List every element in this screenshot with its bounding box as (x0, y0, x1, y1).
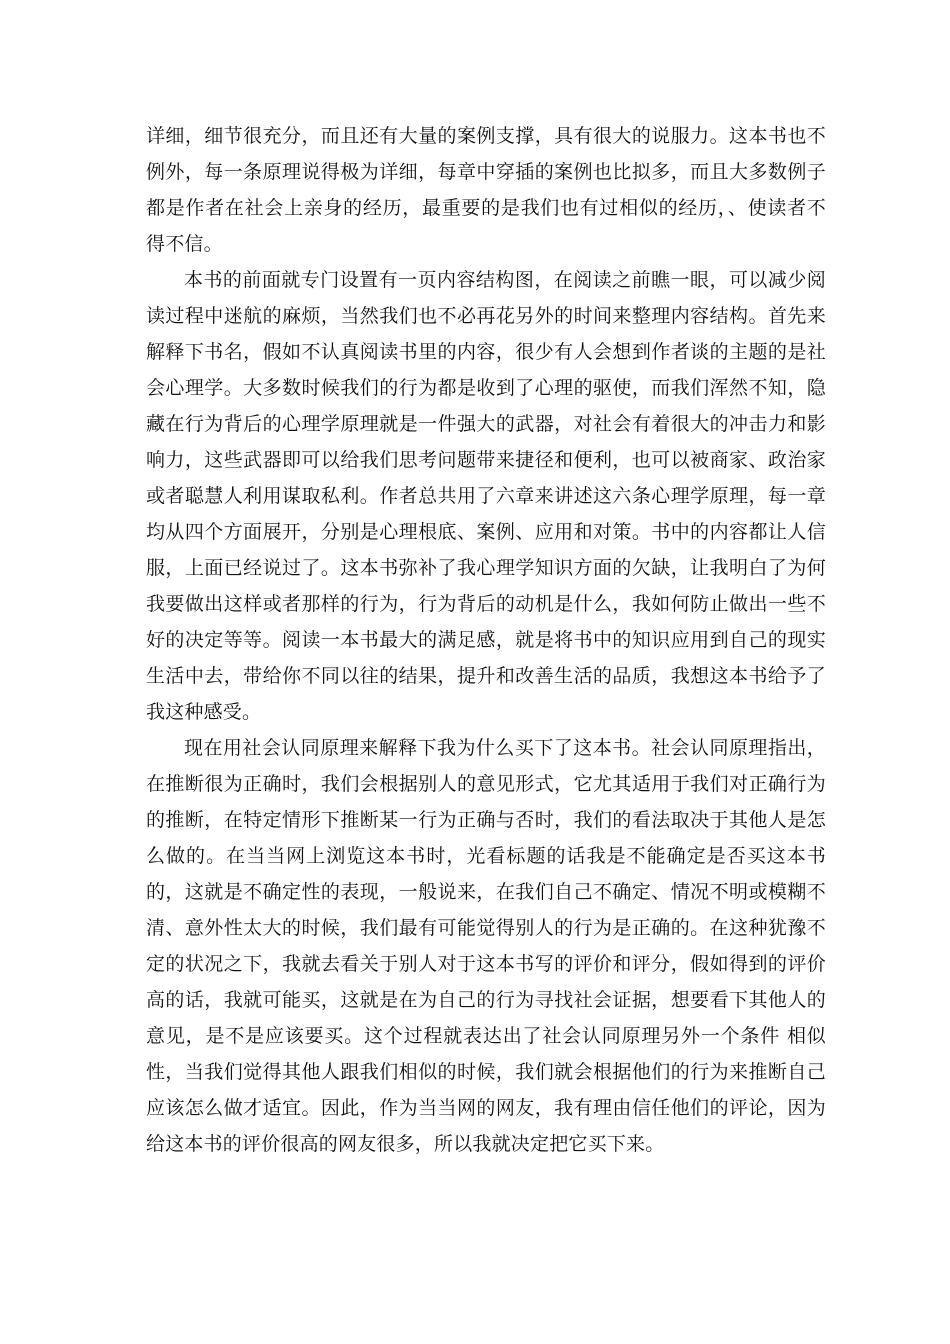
document-body (146, 118, 826, 1162)
paragraph-3: 现在用社会认同原理来解释下我为什么买下了这本书。社会认同原理指出，在推断很为正确时，我们会根据别人的意见形式，它尤其适用于我们对正确行为的推断，在特定情形下推断某一行为正确与否时，我们的看法取决于其他人是怎么做的。在当当网上浏览这本书时，光看标题的话我是不能确定是否买这本书的，这就是不确定性的表现，一般说来，在我们自己不确定、情况不明或模糊不清、意外性太大的时候，我们最有可能觉得别人的行为是正确的。在这种犹豫不定的状况之下，我就去看关于别人对于这本书写的评价和评分，假如得到的评价高的话，我就可能买，这就是在为自己的行为寻找社会证据，想要看下其他人的意见，是不是应该要买。这个过程就表达出了社会认同原理另外一个条件 相似性，当我们觉得其他人跟我们相似的时候，我们就会根据他们的行为来推断自己应该怎么做才适宜。因此，作为当当网的网友，我有理由信任他们的评论，因为给这本书的评价很高的网友很多，所以我就决定把它买下来。 (146, 737, 826, 1155)
paragraph-2: 本书的前面就专门设置有一页内容结构图，在阅读之前瞧一眼，可以减少阅读过程中迷航的麻烦，当然我们也不必再花另外的时间来整理内容结构。首先来解释下书名，假如不认真阅读书里的内容，很少有人会想到作者谈的主题的是社会心理学。大多数时候我们的行为都是收到了心理的驱使，而我们浑然不知，隐藏在行为背后的心理学原理就是一件强大的武器，对社会有着很大的冲击力和影响力，这些武器即可以给我们思考问题带来捷径和便利，也可以被商家、政治家或者聪慧人利用谋取私利。作者总共用了六章来讲述这六条心理学原理，每一章均从四个方面展开，分别是心理根底、案例、应用和对策。书中的内容都让人信服，上面已经说过了。这本书弥补了我心理学知识方面的欠缺，让我明白了为何我要做出这样或者那样的行为，行为背后的动机是什么，我如何防止做出一些不好的决定等等。阅读一本书最大的满足感，就是将书中的知识应用到自己的现实生活中去，带给你不同以往的结果，提升和改善生活的品质，我想这本书给予了我这种感受。 (146, 269, 826, 723)
paragraph-1: 详细，细节很充分，而且还有大量的案例支撑，具有很大的说服力。这本书也不例外，每一条原理说得极为详细，每章中穿插的案例也比拟多，而且大多数例子都是作者在社会上亲身的经历，最重要的是我们也有过相似的经历，、使读者不得不信。 (146, 125, 826, 255)
